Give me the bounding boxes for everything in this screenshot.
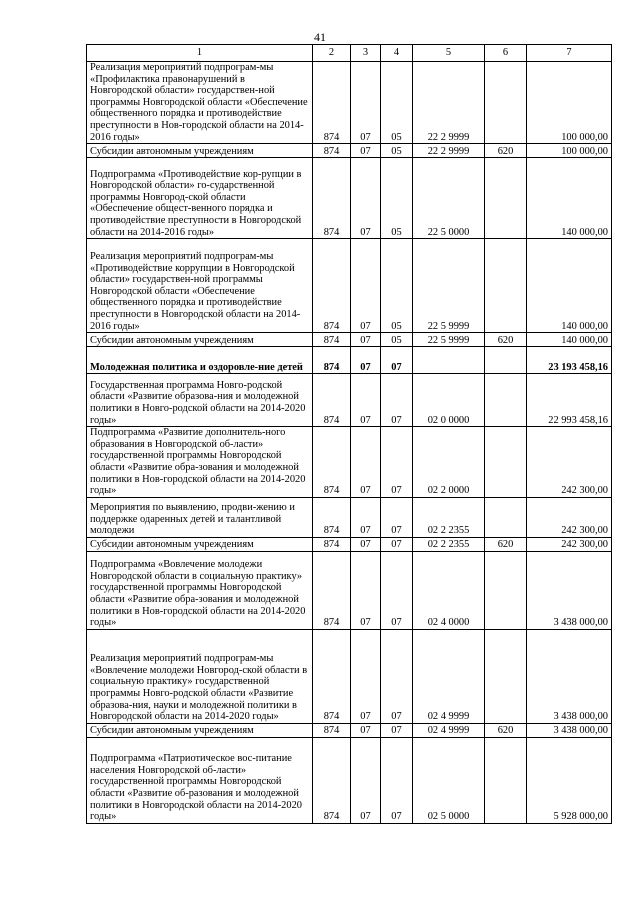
- column-header: 4: [381, 45, 413, 62]
- amount-cell: 140 000,00: [527, 239, 612, 333]
- table-row: [87, 629, 612, 723]
- expense-type-cell: [485, 347, 527, 374]
- budget-table: [86, 44, 612, 824]
- subsection-code-cell: 07: [381, 374, 413, 427]
- amount-cell: 140 000,00: [527, 333, 612, 347]
- amount-cell: 5 928 000,00: [527, 737, 612, 823]
- expense-type-cell: 620: [485, 144, 527, 158]
- ministry-code-cell: 874: [313, 629, 351, 723]
- table-row: [87, 551, 612, 629]
- table-row: [87, 347, 612, 374]
- table-row: [87, 239, 612, 333]
- ministry-code-cell: 874: [313, 158, 351, 239]
- section-code-cell: 07: [351, 62, 381, 144]
- table-row: [87, 537, 612, 551]
- row-name-cell: Реализация мероприятий подпрограм-мы «Вовлечение молодежи Новгород-ской области в социальную практику» государственной программы Новго-родской области «Развитие образова-ния, науки и молодежной политики в Новгородской области на 2014-2020 годы»: [87, 629, 313, 723]
- target-article-cell: [413, 347, 485, 374]
- target-article-cell: 02 0 0000: [413, 374, 485, 427]
- expense-type-cell: [485, 427, 527, 498]
- section-code-cell: 07: [351, 723, 381, 737]
- section-code-cell: 07: [351, 239, 381, 333]
- section-code-cell: 07: [351, 551, 381, 629]
- column-header: 6: [485, 45, 527, 62]
- subsection-code-cell: 05: [381, 333, 413, 347]
- expense-type-cell: [485, 629, 527, 723]
- amount-cell: 242 300,00: [527, 497, 612, 537]
- expense-type-cell: [485, 551, 527, 629]
- target-article-cell: 02 4 9999: [413, 723, 485, 737]
- subsection-code-cell: 07: [381, 537, 413, 551]
- table-row: [87, 62, 612, 144]
- subsection-code-cell: 07: [381, 497, 413, 537]
- table-row: [87, 497, 612, 537]
- amount-cell: 3 438 000,00: [527, 629, 612, 723]
- ministry-code-cell: 874: [313, 239, 351, 333]
- amount-cell: 100 000,00: [527, 144, 612, 158]
- table-row: [87, 158, 612, 239]
- expense-type-cell: [485, 374, 527, 427]
- ministry-code-cell: 874: [313, 551, 351, 629]
- expense-type-cell: [485, 158, 527, 239]
- ministry-code-cell: 874: [313, 333, 351, 347]
- row-name-cell: Субсидии автономным учреждениям: [87, 333, 313, 347]
- row-name-cell: Подпрограмма «Противодействие кор-рупции в Новгородской области» го-сударственной программы Новгород-ской области «Обеспечение общест-венного порядка и противодействие преступности в Новгородской области на 2014-2016 годы»: [87, 158, 313, 239]
- column-header: 3: [351, 45, 381, 62]
- target-article-cell: 22 2 9999: [413, 62, 485, 144]
- subsection-code-cell: 07: [381, 737, 413, 823]
- amount-cell: 242 300,00: [527, 537, 612, 551]
- subsection-code-cell: 05: [381, 62, 413, 144]
- section-code-cell: 07: [351, 374, 381, 427]
- target-article-cell: 22 5 9999: [413, 239, 485, 333]
- target-article-cell: 02 2 2355: [413, 537, 485, 551]
- ministry-code-cell: 874: [313, 723, 351, 737]
- expense-type-cell: [485, 239, 527, 333]
- row-name-cell: Подпрограмма «Патриотическое вос-питание населения Новгородской об-ласти» государственной программы Новгородской области «Развитие об-разования и молодежной политики в Новгородской области на 2014-2020 годы»: [87, 737, 313, 823]
- table-row: [87, 723, 612, 737]
- target-article-cell: 02 5 0000: [413, 737, 485, 823]
- target-article-cell: 02 4 9999: [413, 629, 485, 723]
- row-name-cell: Субсидии автономным учреждениям: [87, 537, 313, 551]
- section-code-cell: 07: [351, 737, 381, 823]
- ministry-code-cell: 874: [313, 62, 351, 144]
- row-name-cell: Подпрограмма «Развитие дополнитель-ного образования в Новгородской об-ласти» государственной программы Новгородской области «Развитие обра-зования и молодежной политики в Нов-городской области на 2014-2020 годы»: [87, 427, 313, 498]
- ministry-code-cell: 874: [313, 497, 351, 537]
- ministry-code-cell: 874: [313, 427, 351, 498]
- subsection-code-cell: 07: [381, 551, 413, 629]
- expense-type-cell: [485, 737, 527, 823]
- row-name-cell: Субсидии автономным учреждениям: [87, 723, 313, 737]
- row-name-cell: Молодежная политика и оздоровле-ние детей: [87, 347, 313, 374]
- target-article-cell: 22 5 0000: [413, 158, 485, 239]
- section-code-cell: 07: [351, 333, 381, 347]
- section-code-cell: 07: [351, 144, 381, 158]
- row-name-cell: Подпрограмма «Вовлечение молодежи Новгородской области в социальную практику» государственной программы Новгородской области «Развитие обра-зования и молодежной политики в Нов-городской области на 2014-2020 годы»: [87, 551, 313, 629]
- amount-cell: 140 000,00: [527, 158, 612, 239]
- row-name-cell: Реализация мероприятий подпрограм-мы «Профилактика правонарушений в Новгородской области» государствен-ной программы Новгородской области «Обеспечение общественного порядка и противодействие преступности в Нов-городской области на 2014-2016 годы»: [87, 62, 313, 144]
- row-name-cell: Субсидии автономным учреждениям: [87, 144, 313, 158]
- target-article-cell: 02 2 0000: [413, 427, 485, 498]
- subsection-code-cell: 05: [381, 158, 413, 239]
- expense-type-cell: 620: [485, 333, 527, 347]
- target-article-cell: 22 2 9999: [413, 144, 485, 158]
- section-code-cell: 07: [351, 347, 381, 374]
- section-code-cell: 07: [351, 158, 381, 239]
- amount-cell: 3 438 000,00: [527, 723, 612, 737]
- ministry-code-cell: 874: [313, 537, 351, 551]
- table-row: [87, 144, 612, 158]
- ministry-code-cell: 874: [313, 144, 351, 158]
- target-article-cell: 22 5 9999: [413, 333, 485, 347]
- expense-type-cell: [485, 62, 527, 144]
- row-name-cell: Мероприятия по выявлению, продви-жению и поддержке одаренных детей и талантливой молодежи: [87, 497, 313, 537]
- subsection-code-cell: 05: [381, 239, 413, 333]
- section-code-cell: 07: [351, 629, 381, 723]
- ministry-code-cell: 874: [313, 737, 351, 823]
- expense-type-cell: 620: [485, 723, 527, 737]
- table-row: [87, 333, 612, 347]
- amount-cell: 22 993 458,16: [527, 374, 612, 427]
- ministry-code-cell: 874: [313, 374, 351, 427]
- amount-cell: 23 193 458,16: [527, 347, 612, 374]
- expense-type-cell: 620: [485, 537, 527, 551]
- subsection-code-cell: 07: [381, 629, 413, 723]
- subsection-code-cell: 07: [381, 347, 413, 374]
- table-header-row: [87, 45, 612, 62]
- subsection-code-cell: 07: [381, 723, 413, 737]
- target-article-cell: 02 2 2355: [413, 497, 485, 537]
- expense-type-cell: [485, 497, 527, 537]
- table-row: [87, 737, 612, 823]
- row-name-cell: Государственная программа Новго-родской области «Развитие образова-ния и молодежной политики в Новго-родской области на 2014-2020 годы»: [87, 374, 313, 427]
- column-header: 2: [313, 45, 351, 62]
- subsection-code-cell: 07: [381, 427, 413, 498]
- amount-cell: 100 000,00: [527, 62, 612, 144]
- target-article-cell: 02 4 0000: [413, 551, 485, 629]
- section-code-cell: 07: [351, 537, 381, 551]
- table-row: [87, 374, 612, 427]
- column-header: 7: [527, 45, 612, 62]
- section-code-cell: 07: [351, 427, 381, 498]
- table-row: [87, 427, 612, 498]
- row-name-cell: Реализация мероприятий подпрограм-мы «Противодействие коррупции в Новгородской области» государствен-ной программы Новгородской области «Обеспечение общественного порядка и противодействие преступности в Новгородской области на 2014-2016 годы»: [87, 239, 313, 333]
- column-header: 5: [413, 45, 485, 62]
- column-header: 1: [87, 45, 313, 62]
- page-number: 41: [314, 30, 326, 44]
- amount-cell: 3 438 000,00: [527, 551, 612, 629]
- section-code-cell: 07: [351, 497, 381, 537]
- amount-cell: 242 300,00: [527, 427, 612, 498]
- ministry-code-cell: 874: [313, 347, 351, 374]
- subsection-code-cell: 05: [381, 144, 413, 158]
